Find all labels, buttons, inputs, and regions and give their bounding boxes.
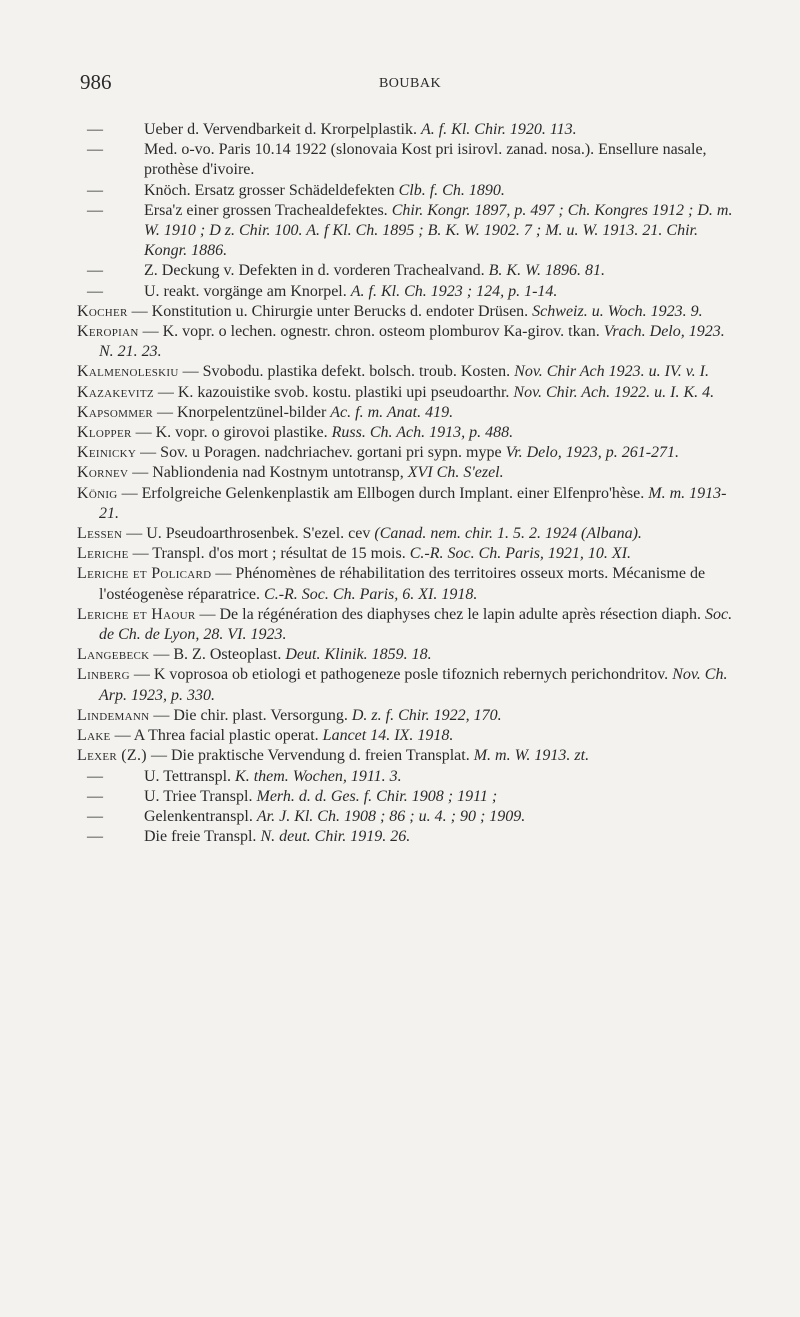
entry-author: Keropian: [77, 323, 139, 341]
entry-title: Die freie Transpl.: [144, 828, 257, 846]
bibliography-entry: [77, 403, 742, 423]
entry-citation: Vrach. Delo, 1923. N. 21. 23.: [99, 323, 725, 361]
entry-citation: Soc. de Ch. de Lyon, 28. VI. 1923.: [99, 605, 733, 644]
bibliography-entry: [77, 807, 742, 827]
entry-author: Kocher: [77, 302, 128, 320]
entry-citation: Lancet 14. IX. 1918.: [322, 727, 454, 745]
bibliography-entry: [77, 767, 742, 787]
entry-title: — U. Pseudoarthrosenbek. S'ezel. cev: [126, 525, 371, 543]
ditto-dash: —: [87, 181, 103, 199]
entry-citation: Nov. Chir. Ach. 1922. u. I. K. 4.: [513, 383, 715, 401]
entry-title: U. Tettranspl.: [144, 767, 232, 785]
bibliography-entry: [77, 261, 742, 281]
entry-citation: M. m. 1913-21.: [99, 484, 727, 522]
entry-author: Lake: [77, 727, 111, 745]
bibliography-entry: [77, 746, 742, 766]
entry-title: — Phénomènes de réhabilitation des territoires osseux morts. Mécanisme de l'ostéogenèse réparatrice.: [99, 565, 706, 603]
entry-title: — K. vopr. o lechen. ognestr. chron. osteom plomburov Ka-girov. tkan.: [142, 323, 600, 341]
entry-title: Ueber d. Vervendbarkeit d. Krorpelplastik.: [144, 121, 417, 138]
bibliography-entry: [77, 484, 742, 524]
entry-citation: Deut. Klinik. 1859. 18.: [285, 646, 432, 664]
entry-title: Gelenkentranspl.: [144, 807, 253, 825]
entry-author: Lexer (Z.): [77, 747, 147, 765]
entry-title: — Sov. u Poragen. nadchriachev. gortani pri sypn. mype: [140, 444, 502, 462]
entry-title: U. reakt. vorgänge am Knorpel.: [144, 282, 347, 300]
entry-author: Lindemann: [77, 706, 150, 724]
bibliography-entry: [77, 665, 742, 705]
ditto-dash: —: [87, 787, 103, 805]
entry-citation: Russ. Ch. Ach. 1913, p. 488.: [331, 424, 514, 442]
entry-title: — Nabliondenia nad Kostnym untotransp,: [132, 464, 404, 482]
bibliography-entry: [77, 605, 742, 645]
ditto-dash: —: [87, 828, 103, 846]
entry-citation: Clb. f. Ch. 1890.: [398, 181, 505, 199]
bibliography-entry: [77, 564, 742, 604]
entry-author: Kornev: [77, 464, 129, 482]
entry-title: — Knorpelentzünel-bilder: [157, 403, 327, 421]
entry-title: — Die chir. plast. Versorgung.: [153, 706, 348, 724]
entry-author: Lessen: [77, 525, 123, 543]
page-number: 986: [80, 70, 112, 94]
entry-title: U. Triee Transpl.: [144, 787, 253, 805]
entry-citation: K. them. Wochen, 1911. 3.: [235, 767, 402, 785]
entry-citation: Chir. Kongr. 1897, p. 497 ; Ch. Kongres 1912 ; D. m. W. 1910 ; D z. Chir. 100. A. f Kl. Ch. 1895 ; B. K. W. 1902. 7 ; M. u. W. 1913. 21. Chir. Kongr. 1886.: [144, 201, 733, 260]
entry-citation: Nov. Ch. Arp. 1923, p. 330.: [99, 666, 728, 704]
ditto-dash: —: [87, 121, 103, 138]
entry-citation: Nov. Chir Ach 1923. u. IV. v. I.: [514, 363, 709, 381]
bibliography-entry: [77, 645, 742, 665]
entry-author: Klopper: [77, 424, 132, 442]
entry-citation: A. f. Kl. Chir. 1920. 113.: [420, 121, 577, 138]
entry-author: Kapsommer: [77, 403, 153, 421]
entry-citation: Schweiz. u. Woch. 1923. 9.: [532, 302, 703, 320]
bibliography-entry: [77, 827, 742, 847]
entry-title: Z. Deckung v. Defekten in d. vorderen Trachealvand.: [144, 262, 485, 280]
running-head: BOUBAK: [378, 76, 442, 91]
entry-author: Leriche et Policard: [77, 565, 212, 583]
entry-citation: Merh. d. d. Ges. f. Chir. 1908 ; 1911 ;: [256, 787, 498, 805]
entry-author: König: [77, 484, 118, 502]
entry-title: — K. vopr. o girovoi plastike.: [135, 424, 328, 442]
bibliography-entry: [77, 443, 742, 463]
bibliography-entry: [77, 282, 742, 302]
entry-title: — K voprosoa ob etiologi et pathogeneze posle tifoznich rebernych perichondritov.: [133, 666, 669, 684]
entry-title: — Transpl. d'os mort ; résultat de 15 mois.: [132, 545, 406, 563]
bibliography-entry: [77, 322, 742, 362]
bibliography-entry: [77, 544, 742, 564]
entry-author: Keinicky: [77, 444, 137, 462]
page-header: [80, 70, 740, 100]
entry-author: Langebeck: [77, 646, 150, 664]
bibliography-entry: [77, 787, 742, 807]
entry-citation: C.-R. Soc. Ch. Paris, 6. XI. 1918.: [264, 585, 478, 603]
entry-title: — K. kazouistike svob. kostu. plastiki upi pseudoarthr.: [157, 383, 510, 401]
bibliography-entry: [77, 423, 742, 443]
bibliography-entry: [77, 463, 742, 483]
ditto-dash: —: [87, 767, 103, 785]
entry-citation: XVI Ch. S'ezel.: [407, 464, 504, 482]
entry-citation: (Canad. nem. chir. 1. 5. 2. 1924 (Albana).: [374, 525, 642, 543]
ditto-dash: —: [87, 141, 103, 159]
ditto-dash: —: [87, 807, 103, 825]
entry-citation: M. m. W. 1913. zt.: [473, 747, 590, 765]
entry-author: Leriche et Haour: [77, 605, 196, 623]
bibliography-entry: [77, 181, 742, 201]
bibliography-entry: [77, 726, 742, 746]
entry-title: Ersa'z einer grossen Trachealdefektes.: [144, 201, 388, 219]
entry-title: — Die praktische Vervendung d. freien Transplat.: [150, 747, 470, 765]
ditto-dash: —: [87, 282, 103, 300]
entry-citation: C.-R. Soc. Ch. Paris, 1921, 10. XI.: [409, 545, 632, 563]
entry-citation: A. f. Kl. Ch. 1923 ; 124, p. 1-14.: [350, 282, 558, 300]
entry-author: Leriche: [77, 545, 129, 563]
entry-citation: Ac. f. m. Anat. 419.: [330, 403, 454, 421]
bibliography-entry: [77, 362, 742, 382]
entry-author: Kazakevitz: [77, 383, 154, 401]
entry-citation: N. deut. Chir. 1919. 26.: [260, 828, 411, 846]
entry-citation: B. K. W. 1896. 81.: [488, 262, 605, 280]
entry-title: — Konstitution u. Chirurgie unter Berucks d. endoter Drüsen.: [131, 302, 529, 320]
entry-citation: Ar. J. Kl. Ch. 1908 ; 86 ; u. 4. ; 90 ; 1909.: [256, 807, 526, 825]
entry-title: — De la régénération des diaphyses chez le lapin adulte après résection diaph.: [199, 605, 702, 623]
entry-citation: Vr. Delo, 1923, p. 261-271.: [505, 444, 680, 462]
entry-title: Med. o-vo. Paris 10.14 1922 (slonovaia Kost pri isirovl. zanad. nosa.). Ensellure nasale, prothèse d'ivoire.: [144, 141, 707, 179]
entry-author: Kalmenoleskiu: [77, 363, 179, 381]
bibliography-entry: [77, 302, 742, 322]
bibliography-entry: [77, 524, 742, 544]
entry-title: — A Threa facial plastic operat.: [114, 727, 319, 745]
bibliography-entry: [77, 201, 742, 262]
entry-title: — B. Z. Osteoplast.: [153, 646, 282, 664]
entry-citation: D. z. f. Chir. 1922, 170.: [351, 706, 502, 724]
entry-title: Knöch. Ersatz grosser Schädeldefekten: [144, 181, 395, 199]
ditto-dash: —: [87, 201, 103, 219]
bibliography-entry: [77, 140, 742, 180]
bibliography-entry: [77, 383, 742, 403]
entry-title: — Erfolgreiche Gelenkenplastik am Ellbogen durch Implant. einer Elfenpro'hèse.: [121, 484, 645, 502]
bibliography-entry: [77, 120, 742, 140]
ditto-dash: —: [87, 262, 103, 280]
bibliography-entry: [77, 706, 742, 726]
entry-title: — Svobodu. plastika defekt. bolsch. troub. Kosten.: [182, 363, 511, 381]
entry-author: Linberg: [77, 666, 130, 684]
bibliography-list: [77, 120, 742, 847]
